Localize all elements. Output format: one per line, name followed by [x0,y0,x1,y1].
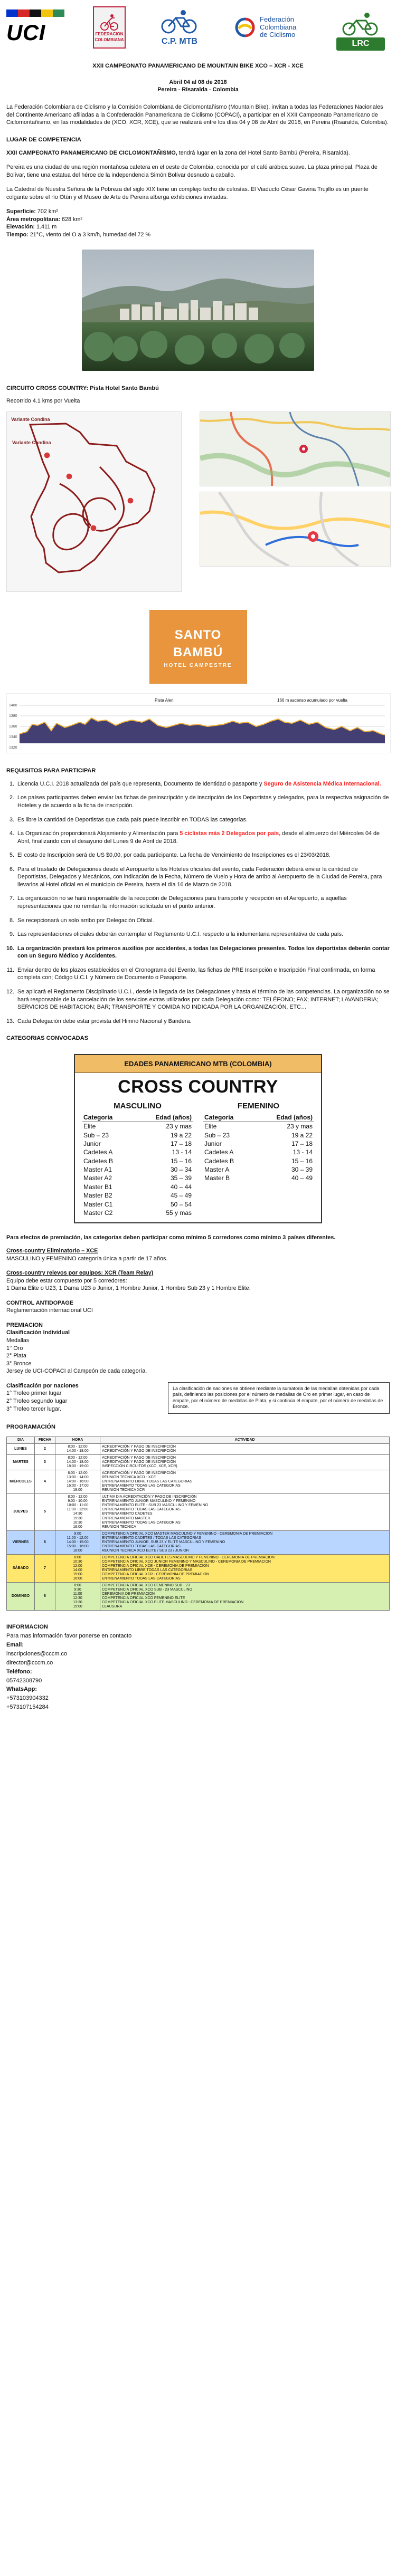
lrc-logo-text: LRC [336,37,385,51]
table-row [82,1209,193,1217]
schedule-day-1: LUNES [7,1443,35,1454]
schedule-hours-3: 8:00 - 12:00 13:00 - 14:00 14:00 - 16:00 16:00 - 17:00 19:00 [55,1470,100,1494]
table-row [82,1183,193,1191]
requirement-10 [16,945,390,960]
course-map [6,411,182,592]
schedule-date-5: 6 [35,1530,55,1554]
masc-age-6: 30 – 34 [170,1166,192,1174]
contact-title: INFORMACION [6,1624,48,1631]
venue-paragraph-3: La Catedral de Nuestra Señora de la Pobreza del siglo XIX tiene un complejo techo de celosías. El Viaducto César Gaviria Trujillo es un puente colgante sobre el río Otún y el Museo de Arte de Pereira alberga exhibiciones invitadas. [6,186,369,200]
requirement-4-text-2: desde el almuerzo del Miércoles 04 de Abril, finalizando con el desayuno del Lunes 9 de Abril de 2018. [17,830,380,845]
schedule-date-4: 5 [35,1494,55,1530]
requirement-5-text: El costo de Inscripción será de US $0,00, por cada participante. La fecha de Vencimiento de Inscripciones es el 23/03/2018. [17,852,331,859]
elevation-right-label: 166 m ascenso acumulado por vuelta [277,697,347,703]
schedule-hours-6: 8:00 10:30 12:00 14:00 15:00 16:00 [55,1554,100,1582]
pereira-panorama-image [82,250,314,371]
schedule-row-friday [7,1530,390,1554]
requirement-9-text: Las representaciones oficiales deberán contemplar el Reglamento U.C.I. respecto a la indumentaria representativa de cada país. [17,931,343,938]
requirement-2 [16,794,390,809]
venue-paragraph-1 [6,149,390,157]
elevation-tick-1320: 1320 [9,745,17,750]
uci-rainbow-black [30,9,41,17]
nations-description-box: La clasificación de naciones se obtiene mediante la sumatoria de las medallas obtenidas por cada país, definiendo las posiciones por el número de medallas de Oro en primer lugar, en caso de empate, por el número de medallas de Plata, y si continúa el empate, por el número de medallas de Bronce. [168,1382,390,1414]
requirement-8-text: Se recepcionará un solo arribo por Delegación Oficial. [17,917,154,924]
elevation-tick-1400: 1400 [9,703,17,707]
masculino-table [82,1113,193,1218]
hotel-name-line-2: BAMBÚ [173,645,223,660]
email-1[interactable]: inscripciones@cccm.co [6,1650,68,1657]
phone-number[interactable]: 05742308790 [6,1677,42,1684]
xce-title: Cross-country Eliminatorio – XCE [6,1247,98,1254]
hotel-name-line-1: SANTO [174,628,222,643]
circuit-maps [6,411,390,592]
schedule-hours-1: 8:00 - 12:00 14:00 - 18:00 [55,1443,100,1454]
schedule-col-activity: ACTIVIDAD [100,1437,390,1443]
xcr-title: Cross-country relevos por equipos: XCR (Team Relay) [6,1270,154,1277]
antidoping-title: CONTROL ANTIDOPAGE [6,1299,73,1306]
schedule-activity-4: ULTIMA DIA ACREDITACIÓN Y PAGO DE INSCRIPCIÓN ENTRENAMIENTO JUNIOR MASCULINO Y FEMENINO ENTRENAMIENTO ELITE - SUB 23 MASCULINO Y FEMENINO ENTRENAMIENTO TODAS LAS CATEGORIAS ENTRENAMIENTO CADETES ENTRENAMIENTO MASTER ENTRENAMIENTO TODAS LAS CATEGORIAS REUNION TECNICA [100,1494,390,1530]
fem-age-6: 30 – 39 [291,1166,313,1174]
schedule-table [6,1437,390,1611]
masc-cat-11: Master C2 [83,1209,113,1217]
mountain-bike-icon [158,8,201,34]
requirement-6 [16,866,390,889]
federation-logo-icon [233,16,257,39]
schedule-date-3: 4 [35,1470,55,1494]
antidoping-text: Reglamentación internacional UCI [6,1307,93,1314]
masc-age-7: 35 – 39 [170,1174,192,1182]
table-row [82,1122,193,1131]
table-row [82,1157,193,1165]
document-title: XXII CAMPEONATO PANAMERICANO DE MOUNTAIN BIKE XCO – XCR - XCE [92,63,304,69]
table-row [203,1122,314,1131]
venue-paragraph-2: Pereira es una ciudad de una región montañosa cafetera en el oeste de Colombia, conocida por el café arábica suave. La plaza principal, Plaza de Bolívar, tiene una estatua del héroe de la independencia Simón Bolívar desnudo a caballo. [6,164,378,178]
fem-age-3: 17 – 18 [291,1139,313,1147]
requirement-1 [16,780,390,788]
hotel-logo [149,610,247,684]
requirement-1-highlight: Seguro de Asistencia Médica Internacional. [263,780,381,787]
city-panorama-icon [82,250,314,371]
medals-label: Medallas [6,1337,30,1344]
xcr-text-1: Equipo debe estar compuesto por 5 corredores: [6,1277,127,1284]
masc-age-2: 19 a 22 [170,1131,192,1139]
masc-cat-7: Master A2 [83,1174,112,1182]
masc-cat-4: Cadetes A [83,1148,113,1156]
federacion-line-1: Federación [260,15,295,23]
terrain-map-icon [200,412,390,486]
schedule-row-sunday [7,1583,390,1611]
fact-surface-label: Superficie: [6,208,36,215]
event-date: Abril 04 al 08 de 2018 [169,79,227,85]
event-city: Pereira - Risaralda - Colombia [157,87,239,93]
fact-metro-area-value: 628 km² [60,216,83,223]
masc-cat-2: Sub – 23 [83,1131,109,1139]
federacion-logo-text [260,16,296,40]
table-row [82,1165,193,1174]
schedule-day-6: SÁBADO [7,1554,35,1582]
fem-age-5: 15 – 16 [291,1157,313,1165]
venue-title: LUGAR DE COMPETENCIA [6,136,81,143]
whatsapp-label: WhatsApp: [6,1686,37,1693]
femenino-header-row [203,1113,314,1122]
requirement-9 [16,931,390,939]
federacion-line-3: de Ciclismo [260,31,296,39]
masculino-header-row [82,1113,193,1122]
schedule-col-day: DIA [7,1437,35,1443]
fed-badge-text: FEDERACION COLOMBIANA [95,32,124,42]
schedule-day-4: JUEVES [7,1494,35,1530]
nations-left [6,1382,122,1413]
circuit-title: CIRCUITO CROSS COUNTRY: Pista Hotel Santo Bambú [6,385,159,391]
requirement-7-text: La organización no se hará responsable de la recepción de Delegaciones para transporte y recepción en el Aeropuerto, a aquellas representaciones que no remitan la información solicitada en el punto anterior. [17,895,347,909]
email-2[interactable]: director@cccm.co [6,1659,53,1666]
fem-age-4: 13 - 14 [293,1148,313,1156]
schedule-activity-2: ACREDITACIÓN Y PAGO DE INSCRIPCIÓN ACREDITACIÓN Y PAGO DE INSCRIPCIÓN INSPECCIÓN CIRCUITOS (XCO, XCE, XCR) [100,1454,390,1470]
femenino-title: FEMENINO [237,1102,280,1111]
schedule-date-1: 2 [35,1443,55,1454]
requirement-4 [16,830,390,845]
fact-elevation-label: Elevación: [6,224,35,231]
category-card [74,1054,322,1223]
table-row [203,1148,314,1156]
masculino-col-category: Categoría [82,1113,133,1122]
contact-intro: Para mas información favor ponerse en contacto [6,1633,132,1640]
requirement-13 [16,1018,390,1026]
fem-age-7: 40 – 49 [291,1174,313,1182]
masc-cat-6: Master A1 [83,1166,112,1174]
fact-elevation-value: 1.411 m [35,224,57,231]
schedule-row-monday [7,1443,390,1454]
category-subtitle: CROSS COUNTRY [118,1076,278,1097]
xce-text: MASCULINO y FEMENINO categoría única a partir de 17 años. [6,1255,168,1262]
course-map-label-1: Variante Condina [11,416,50,422]
requirements-title: REQUISITOS PARA PARTICIPAR [6,767,96,774]
masc-age-11: 55 y mas [166,1209,192,1217]
table-row [203,1165,314,1174]
cpmtb-logo [154,6,205,50]
fem-cat-7: Master B [204,1174,230,1182]
masc-age-1: 23 y mas [166,1123,192,1131]
schedule-col-hour: HORA [55,1437,100,1443]
schedule-title: PROGRAMACIÓN [6,1423,55,1430]
masc-cat-1: Elite [83,1123,96,1131]
road-map [200,492,391,567]
category-band: EDADES PANAMERICANO MTB (COLOMBIA) [75,1055,321,1073]
course-map-label-2: Variante Condina [12,439,51,445]
fem-cat-2: Sub – 23 [204,1131,230,1139]
fem-age-2: 19 a 22 [291,1131,313,1139]
table-row [82,1200,193,1209]
contact-info [6,1623,390,1711]
elevation-tick-1340: 1340 [9,735,17,739]
uci-logo-text: UCI [6,20,45,45]
fact-weather [6,231,390,239]
masc-age-5: 15 – 16 [170,1157,192,1165]
location-maps [200,411,390,567]
requirement-7 [16,895,390,910]
road-map-icon [200,492,390,566]
femenino-col-age: Edad (años) [253,1113,314,1122]
schedule-hours-4: 8:00 - 12:00 9:00 - 10:00 10:00 - 11:00 11:00 - 12:00 14:30 15:30 16:30 18:00 [55,1494,100,1530]
course-route-map-icon [7,412,181,591]
schedule-activity-5: COMPETENCIA OFICIAL XCO MASTER MASCULINO Y FEMENINO - CEREMONIA DE PREMIACION ENTRENAMIENTO CADETES / TODAS LAS CATEGORIAS ENTRENAMIENTO JUNIOR, SUB 23 Y ELITE MASCULINO Y FEMENINO ENTRENAMIENTO TODAS LAS CATEGORIAS REUNION TECNICA XCO ELITE / SUB 23 / JUNIOR [100,1530,390,1554]
federation-badge [93,6,126,49]
masculino-column [82,1099,193,1217]
table-row [203,1174,314,1182]
schedule-day-2: MARTES [7,1454,35,1470]
schedule-row-wednesday [7,1470,390,1494]
elevation-tick-1360: 1360 [9,724,17,729]
medal-3: 3° Bronce [6,1360,32,1367]
fact-weather-value: 21°C, viento del O a 3 km/h, humedad del 72 % [28,232,150,238]
table-row [82,1191,193,1200]
requirement-1-text-1: Licencia U.C.I. 2018 actualizada del país que representa, Documento de Identidad o pasaporte y [17,780,264,787]
nations-title: Clasificación por naciones [6,1382,79,1389]
circuit-distance: Recorrido 4.1 kms por Vuelta [6,398,80,405]
awards-paragraph: Para efectos de premiación, las categorías deben participar como mínimo 5 corredores como mínimo 3 países diferentes. [6,1234,336,1241]
nations-item-2: 2° Trofeo segundo lugar [6,1397,68,1404]
requirements-list [6,780,390,1025]
jersey-text: Jersey de UCI-COPACI al Campeón de cada categoría. [6,1368,147,1375]
category-grid [75,1099,321,1222]
nations-item-1: 1° Trofeo primer lugar [6,1390,62,1397]
fact-weather-label: Tiempo: [6,232,29,238]
nations-section [6,1382,390,1414]
table-row [203,1139,314,1148]
league-logo-icon [337,11,384,36]
masculino-col-age: Edad (años) [133,1113,193,1122]
schedule-row-saturday [7,1554,390,1582]
table-row [82,1148,193,1156]
masc-age-9: 45 – 49 [170,1192,192,1200]
schedule-header-row [7,1437,390,1443]
table-row [82,1174,193,1182]
table-row [203,1131,314,1139]
schedule-date-7: 8 [35,1583,55,1611]
whatsapp-2[interactable]: +573107154284 [6,1704,49,1711]
medal-1: 1° Oro [6,1345,23,1352]
fem-cat-3: Junior [204,1139,222,1147]
venue-paragraph-1-bold: XXII CAMPEONATO PANAMERICANO DE CICLOMONTAÑISMO, [6,149,177,156]
masculino-title: MASCULINO [114,1102,162,1111]
femenino-column [203,1099,314,1217]
uci-rainbow-red [18,9,30,17]
requirement-2-text: Los países participantes deben enviar las fichas de preinscripción y de inscripción de los Deportistas y delegados, para la respectiva asignación de Hoteles y de acuerdo a la ficha de inscripción. [17,794,389,809]
table-row [82,1139,193,1148]
fact-elevation [6,223,390,231]
requirement-4-text-1: La Organización proporcionará Alojamiento y Alimentación para [17,830,180,837]
schedule-day-3: MIÉRCOLES [7,1470,35,1494]
premiacion-subtitle: Clasificación Individual [6,1329,70,1336]
table-row [203,1157,314,1165]
fact-surface-value: 702 km² [35,208,58,215]
venue-facts [6,208,390,238]
intro-paragraph: La Federación Colombiana de Ciclismo y la Comisión Colombiana de Ciclomontañismo (Mountain Bike), invitan a todas las Federaciones Nacionales del Continente Americano afiliadas a la Confederación Panamericana de Ciclismo (COPACI), a participar en el XXII Campeonato Panamericano de Ciclomontañismo, en las modalidades de (XCO, XCR, XCE), que se realizará entre los días 04 y 08 de Abril de 2018, en Pereira (Risaralda, Colombia). [6,103,389,126]
uci-rainbow-yellow [41,9,53,17]
uci-rainbow-icon [6,9,64,17]
masc-age-3: 17 – 18 [170,1139,192,1147]
requirement-8 [16,917,390,925]
whatsapp-1[interactable]: +573103904332 [6,1695,49,1702]
requirement-6-text: Para el traslado de Delegaciones desde el Aeropuerto a los Hoteles oficiales del evento, cada Federación deberá enviar la cantidad de Deportistas, Delegados y Mecánicos, con indicación de la Fecha, Número de Vuelo y Hora de arribo al Aeropuerto de la Ciudad de Pereira, para llevarlos al Hotel oficial en el municipio de Pereira, hasta el día 16 de Marzo de 2018. [17,866,382,888]
schedule-date-2: 3 [35,1454,55,1470]
cpmtb-logo-text: C.P. MTB [161,37,198,46]
masc-age-4: 13 - 14 [172,1148,192,1156]
table-row [82,1131,193,1139]
schedule-row-thursday [7,1494,390,1530]
masc-age-8: 40 – 44 [170,1183,192,1191]
fem-cat-1: Elite [204,1123,217,1131]
femenino-table [203,1113,314,1183]
schedule-col-date: FECHA [35,1437,55,1443]
satellite-map [200,411,391,486]
schedule-activity-1: ACREDITACIÓN Y PAGO DE INSCRIPCIÓN ACREDITACIÓN Y PAGO DE INSCRIPCIÓN [100,1443,390,1454]
schedule-day-7: DOMINGO [7,1583,35,1611]
federacion-logo [233,6,303,49]
schedule-hours-5: 9:00 11:00 - 12:00 14:00 - 15:00 15:00 - 16:00 18:00 [55,1530,100,1554]
femenino-col-category: Categoría [203,1113,253,1122]
logo-row [6,6,390,55]
schedule-activity-6: COMPETENCIA OFICIAL XCO CADETES MASCULINO Y FEMENINO - CEREMONIA DE PREMIACION COMPETENCIA OFICIAL XCO JUNIOR FEMENINO Y MASCULINO - CEREMONIA DE PREMIACION COMPETENCIA OFICIAL XCE - CEREMONIA DE PREMIACION ENTRENAMIENTO LIBRE TODAS LAS CATEGORIAS COMPETENCIA OFICIAL XCR - CEREMONIA DE PREMIACION ENTRENAMIENTO TODAS LAS CATEGORIAS [100,1554,390,1582]
uci-rainbow-blue [6,9,18,17]
elevation-profile [6,693,391,753]
masc-cat-3: Junior [83,1139,101,1147]
lrc-logo [332,6,390,51]
masc-age-10: 50 – 54 [170,1200,192,1208]
requirement-11 [16,966,390,982]
uci-logo [6,6,64,49]
premiacion-title: PREMIACION [6,1321,43,1328]
schedule-hours-2: 8:00 - 12:00 14:00 - 18:00 18:00 - 19:00 [55,1454,100,1470]
email-label: Email: [6,1642,24,1649]
schedule-activity-3: ACREDITACIÓN Y PAGO DE INSCRIPCIÓN REUNION TECNICA XCO - XCE ENTRENAMIENTO LIBRE TODAS LAS CATEGORIAS ENTRENAMIENTO TODAS LAS CATEGORIAS REUNION TECNICA XCR [100,1470,390,1494]
elevation-left-label: Pista Alen [155,697,174,703]
masc-cat-9: Master B2 [83,1192,112,1200]
schedule-hours-7: 8:00 9:30 11:00 12:30 13:30 15:00 [55,1583,100,1611]
requirement-11-text: Enviar dentro de los plazos establecidos en el Cronograma del Evento, las fichas de PRE Inscripción e Inscripción Final confirmada, en forma completa con; Código U.C.I. y Número de Documento o Pasaporte. [17,966,375,981]
requirement-10-text: La organización prestará los primeros auxilios por accidentes, a todas las Delegaciones presentes. Todos los deportistas deberán contar con un Seguro Médico y Accidentes. [17,945,390,960]
masc-cat-10: Master C1 [83,1200,113,1208]
masc-cat-8: Master B1 [83,1183,112,1191]
venue-paragraph-1-rest: tendrá lugar en la zona del Hotel Santo Bambú (Pereira, Risaralda). [177,149,350,156]
schedule-date-6: 7 [35,1554,55,1582]
schedule-day-5: VIERNES [7,1530,35,1554]
fem-age-1: 23 y mas [287,1123,313,1131]
requirement-3-text: Es libre la cantidad de Deportistas que cada país puede inscribir en TODAS las categorías. [17,816,248,823]
categories-title: CATEGORIAS CONVOCADAS [6,1035,89,1042]
requirement-12-text: Se aplicará el Reglamento Disciplinario U.C.I., desde la llegada de las Delegaciones y hasta el término de las competencias. La organización no se hará responsable de la cancelación de los servicios extras utilizados por cada Delegación como: TELÉFONO; FAX; INTERNET; LAVANDERIA; SERVICIOS DE HABITACION; BAR; TRANSPORTE Y COMIDA NO INDICADA POR LA ORGANIZACIÓN, ETC… [17,988,390,1011]
fact-metro-area-label: Área metropolitana: [6,216,60,223]
medal-2: 2° Plata [6,1353,26,1359]
masc-cat-5: Cadetes B [83,1157,114,1165]
fem-cat-5: Cadetes B [204,1157,234,1165]
federacion-line-2: Colombiana [260,23,297,31]
fem-cat-4: Cadetes A [204,1148,234,1156]
requirement-3 [16,816,390,824]
requirement-5 [16,851,390,859]
requirement-13-text: Cada Delegación debe estar provista del Himno Nacional y Bandera. [17,1018,192,1024]
elevation-tick-1380: 1380 [9,714,17,718]
uci-rainbow-green [53,9,64,17]
requirement-12 [16,988,390,1011]
schedule-activity-7: COMPETENCIA OFICIAL XCO FEMENINO SUB - 23 COMPETENCIA OFICIAL XCO SUB - 23 MASCULINO CEREMONIA DE PREMIACION COMPETENCIA OFICIAL XCO FEMENINO ELITE COMPETENCIA OFICIAL XCO ELITE MASCULINO - CEREMONIA DE PREMIACION CLAUSURA [100,1583,390,1611]
phone-label: Teléfono: [6,1668,32,1675]
hotel-subtitle: HOTEL CAMPESTRE [164,663,232,669]
fact-metro-area [6,216,390,224]
fact-surface [6,208,390,216]
xcr-text-2: 1 Dama Elite o U23, 1 Dama U23 o Junior, 1 Hombre Junior, 1 Hombre Sub 23 y 1 Hombre Elite. [6,1285,251,1292]
schedule-row-tuesday [7,1454,390,1470]
fem-cat-6: Master A [204,1166,230,1174]
requirement-4-highlight: 5 ciclistas más 2 Delegados por país, [180,830,281,837]
cyclist-icon [99,12,119,32]
nations-item-3: 3° Trofeo tercer lugar. [6,1405,61,1412]
